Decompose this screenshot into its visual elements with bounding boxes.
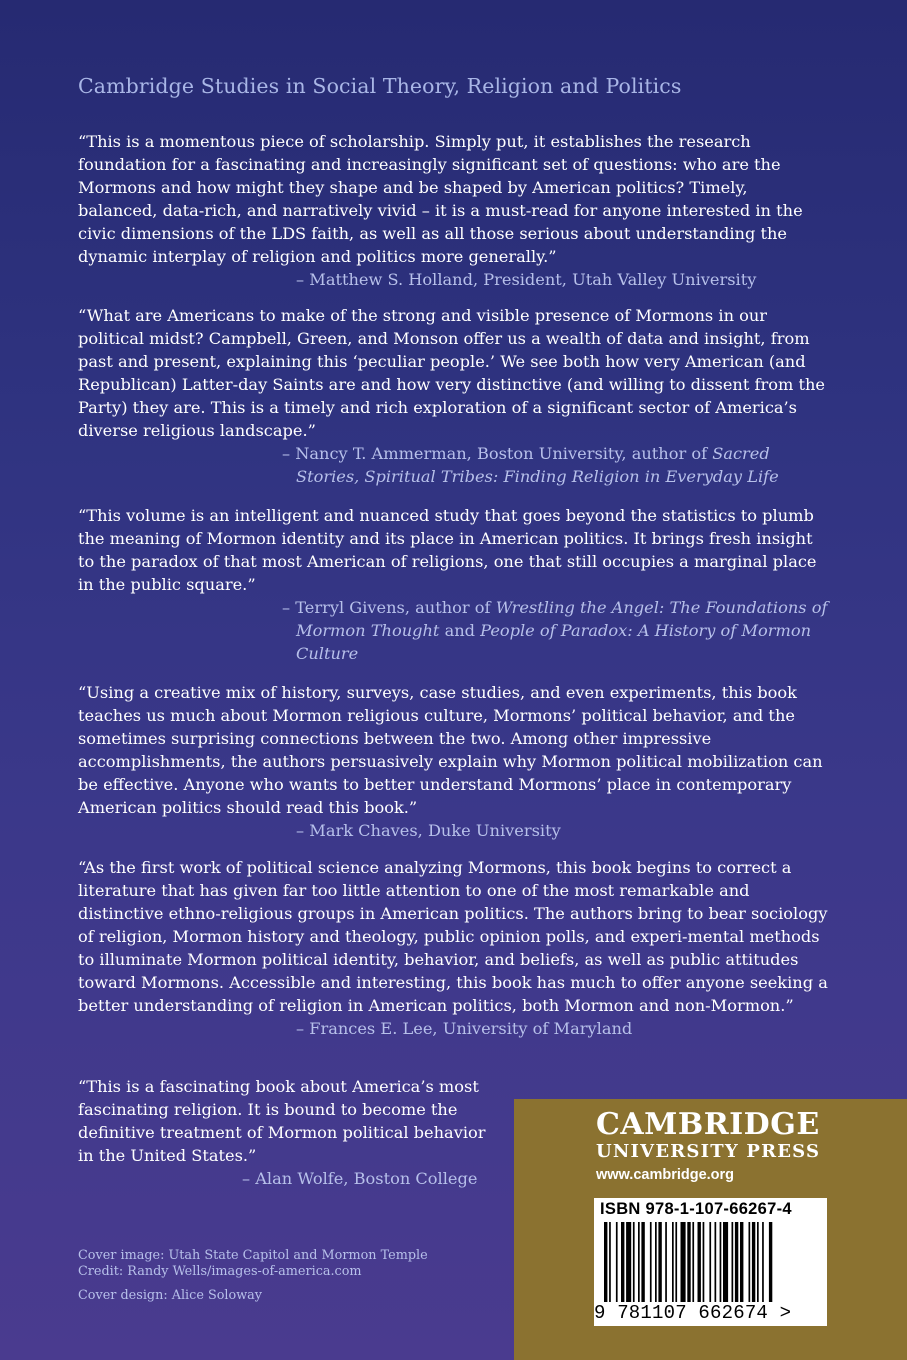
publisher-name: CAMBRIDGE	[596, 1107, 820, 1142]
publisher-press: UNIVERSITY PRESS	[596, 1141, 821, 1162]
blurb-quote: “As the first work of political science analyzing Mormons, this book begins to correct a literature that has given far too little attention to one of the most remarkable and distinctive ethno-religious groups in American politics. The authors bring to bear sociology of religion, Mormon history and theology, public opinion polls, and experi-mental methods to illuminate Mormon political identity, behavior, and beliefs, as well as public attitudes toward Mormons. Accessible and interesting, this book has much to offer anyone seeking a better understanding of religion in American politics, both Mormon and non-Mormon.”	[78, 858, 828, 1015]
blurb-ammerman	[78, 304, 828, 488]
blurb-chaves	[78, 681, 828, 842]
blurb-attribution: – Alan Wolfe, Boston College	[242, 1169, 478, 1188]
blurb-attribution: – Mark Chaves, Duke University	[296, 821, 561, 840]
attribution-prefix: – Terryl Givens, author of	[282, 598, 496, 617]
blurb-holland	[78, 130, 828, 291]
barcode-bar	[621, 1222, 624, 1302]
attribution-book-title: Sacred Stories, Spiritual Tribes: Finding Religion in Everyday Life	[296, 444, 779, 486]
barcode-bar	[687, 1222, 690, 1302]
barcode-bar	[609, 1222, 611, 1302]
barcode-bar	[749, 1222, 751, 1302]
barcode-bar	[735, 1222, 738, 1302]
barcode-box	[594, 1198, 827, 1326]
barcode-bar	[675, 1222, 677, 1302]
blurb-givens	[78, 504, 828, 665]
barcode-bar	[633, 1222, 635, 1302]
blurb-attribution: – Matthew S. Holland, President, Utah Valley University	[296, 270, 757, 289]
blurb-attribution	[78, 442, 828, 488]
barcode-bar	[641, 1222, 644, 1302]
cover-credits	[78, 1248, 428, 1304]
barcode-bar	[698, 1222, 701, 1302]
attribution-prefix: – Nancy T. Ammerman, Boston University, author of	[282, 444, 713, 463]
photo-credit: Credit: Randy Wells/images-of-america.com	[78, 1264, 362, 1279]
isbn-label: ISBN 978-1-107-66267-4	[600, 1200, 792, 1218]
cover-design-credit: Cover design: Alice Soloway	[78, 1288, 263, 1303]
barcode-bar	[655, 1222, 657, 1302]
blurb-attribution: – Frances E. Lee, University of Maryland	[296, 1019, 633, 1038]
barcode-bar	[757, 1222, 759, 1302]
blurb-quote: “This volume is an intelligent and nuanced study that goes beyond the statistics to plumb the meaning of Mormon identity and its place in American politics. It brings fresh insight to the paradox of that most American of religions, one that still occupies a marginal place in the public square.”	[78, 506, 817, 594]
barcode-bar	[769, 1222, 772, 1302]
barcode-bar	[681, 1222, 686, 1302]
series-title: Cambridge Studies in Social Theory, Religion and Politics	[78, 74, 682, 98]
barcode-bar	[672, 1222, 674, 1302]
blurb-quote: “This is a momentous piece of scholarship. Simply put, it establishes the research foundation for a fascinating and increasingly significant set of questions: who are the Mormons and how might they shape and be shaped by American politics? Timely, balanced, data-rich, and narratively vivid – it is a must-read for anyone interested in the civic dimensions of the LDS faith, as well as all those serious about understanding the dynamic interplay of religion and politics more generally.”	[78, 132, 803, 266]
publisher-url: www.cambridge.org	[596, 1167, 735, 1183]
blurb-lee	[78, 856, 828, 1040]
barcode-bar	[658, 1222, 661, 1302]
barcode-bar	[692, 1222, 694, 1302]
barcode-bar	[740, 1222, 743, 1302]
barcode-bar	[604, 1222, 607, 1302]
barcode-bar	[715, 1222, 717, 1302]
blurb-wolfe	[78, 1075, 498, 1190]
barcode-bar	[638, 1222, 640, 1302]
blurb-quote: “What are Americans to make of the strong and visible presence of Mormons in our political midst? Campbell, Green, and Monson offer us a wealth of data and insight, from past and present, explaining this ‘peculiar people.’ We see both how very American (and Republican) Latter-day Saints are and how very distinctive (and willing to dissent from the Party) they are. This is a timely and rich exploration of a significant sector of America’s diverse religious landscape.”	[78, 306, 825, 440]
barcode-digits: 9 781107 662674 >	[594, 1302, 792, 1324]
attribution-book-title: Wrestling the Angel: The Foundations of Mormon Thought	[296, 598, 828, 640]
publisher-panel	[514, 1099, 907, 1360]
barcode-bar	[720, 1222, 722, 1302]
barcode-bar	[626, 1222, 631, 1302]
cover-image-credit: Cover image: Utah State Capitol and Mormon Temple	[78, 1248, 428, 1263]
blurb-quote: “Using a creative mix of history, surveys, case studies, and even experiments, this book teaches us much about Mormon religious culture, Mormons’ political behavior, and the sometimes surprising connections between the two. Among other impressive accomplishments, the authors persuasively explain why Mormon political mobilization can be effective. Anyone who wants to better understand Mormons’ place in contemporary American politics should read this book.”	[78, 683, 823, 817]
barcode-bar	[723, 1222, 728, 1302]
barcode-bar	[752, 1222, 755, 1302]
barcode-bar	[732, 1222, 734, 1302]
barcode-bar	[650, 1222, 652, 1302]
barcode-bar	[703, 1222, 705, 1302]
attribution-book-title: People of Paradox: A History of Mormon Culture	[296, 621, 812, 663]
attribution-and: and	[439, 621, 481, 640]
barcode-icon	[604, 1222, 818, 1304]
barcode-bar	[616, 1222, 618, 1302]
blurb-quote: “This is a fascinating book about America’s most fascinating religion. It is bound to become the definitive treatment of Mormon political behavior in the United States.”	[78, 1077, 486, 1165]
barcode-bar	[665, 1222, 667, 1302]
blurb-attribution	[78, 596, 828, 665]
barcode-bar	[762, 1222, 764, 1302]
barcode-bar	[709, 1222, 711, 1302]
